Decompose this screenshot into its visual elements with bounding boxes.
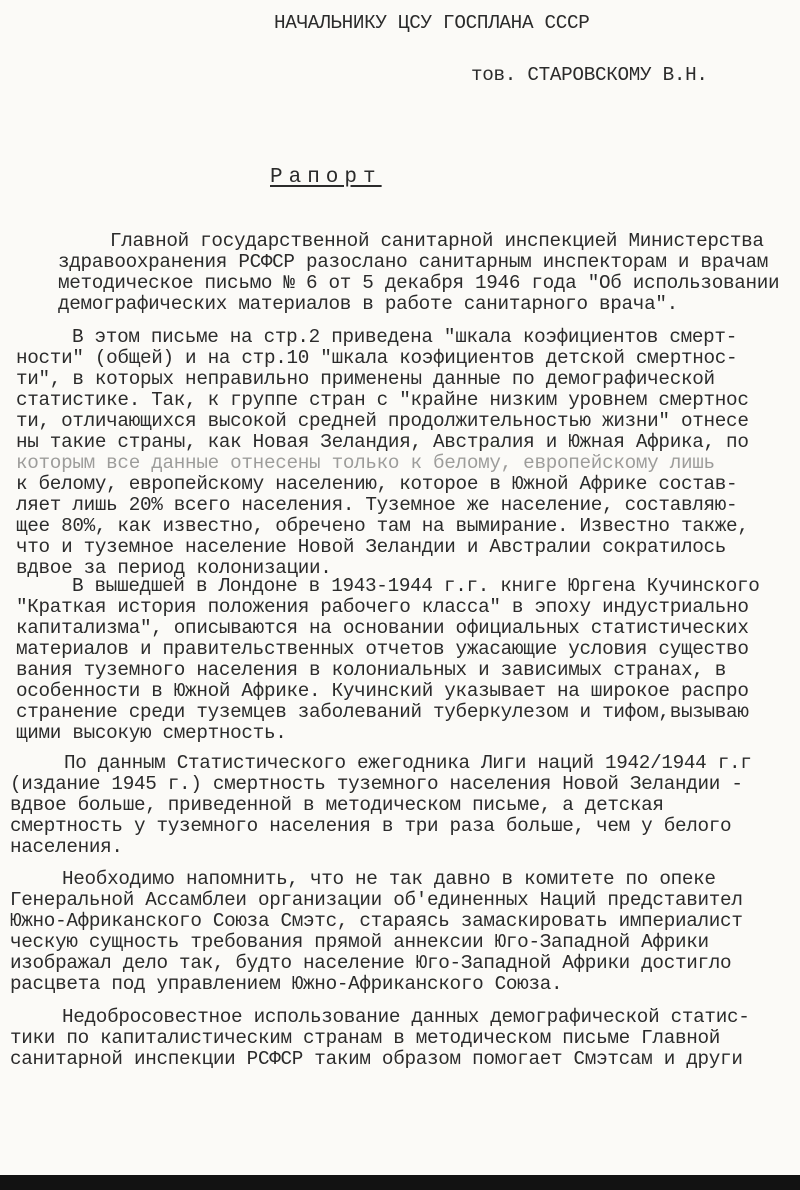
text-line: смертность у туземного населения в три раза больше, чем у белого [10,815,732,837]
text-line: населения. [10,836,123,858]
text-line: что и туземное население Новой Зеландии и Австралии сократилось [16,536,727,558]
text-line: щими высокую смертность. [16,722,287,744]
text-line: ческую сущность требования прямой аннексии Юго-Западной Африки [10,931,709,953]
document-title: Рапорт [270,166,382,189]
text-line: ны такие страны, как Новая Зеландия, Австралия и Южная Африка, по [16,431,749,453]
addressee-line: НАЧАЛЬНИКУ ЦСУ ГОСПЛАНА СССР [274,12,590,34]
text-line: материалов и правительственных отчетов ужасающие условия существо [16,638,749,660]
text-line: здравоохранения РСФСР разослано санитарным инспекторам и врачам [58,251,769,273]
text-line: Южно-Африканского Союза Смэтс, стараясь замаскировать империалист [10,910,743,932]
text-line: изображал дело так, будто население Юго-Западной Африки достигло [10,952,732,974]
text-line: По данным Статистического ежегодника Лиги наций 1942/1944 г.г [64,752,752,774]
text-line: Главной государственной санитарной инспекцией Министерства [110,230,764,252]
text-line: методическое письмо № 6 от 5 декабря 1946 года "Об использовании [58,272,780,294]
recipient-line: тов. СТАРОВСКОМУ В.Н. [471,64,708,86]
text-line: демографических материалов в работе санитарного врача". [58,293,678,315]
text-line: (издание 1945 г.) смертность туземного населения Новой Зеландии - [10,773,743,795]
text-line: вдвое больше, приведенной в методическом письме, а детская [10,794,664,816]
text-line: Генеральной Ассамблеи организации об'единенных Наций представител [10,889,743,911]
text-line: "Краткая история положения рабочего класса" в эпоху индустриально [16,596,749,618]
text-line: В вышедшей в Лондоне в 1943-1944 г.г. книге Юргена Кучинского [72,575,760,597]
text-line: ти", в которых неправильно применены данные по демографической [16,368,715,390]
text-line: статистике. Так, к группе стран с "крайне низким уровнем смертнос [16,389,749,411]
text-line: ности" (общей) и на стр.10 "шкала коэфициентов детской смертнос- [16,347,738,369]
text-line: расцвета под управлением Южно-Африканского Союза. [10,973,563,995]
scan-bottom-border [0,1175,800,1190]
text-line: которым все данные отнесены только к белому, европейскому лишь [16,452,715,474]
text-line: санитарной инспекции РСФСР таким образом помогает Смэтсам и други [10,1048,743,1070]
text-line: Необходимо напомнить, что не так давно в комитете по опеке [62,868,716,890]
text-line: Недобросовестное использование данных демографической статис- [62,1006,750,1028]
text-line: ляет лишь 20% всего населения. Туземное же население, составляю- [16,494,738,516]
text-line: ти, отличающихся высокой средней продолжительностью жизни" отнесе [16,410,749,432]
text-line: особенности в Южной Африке. Кучинский указывает на широкое распро [16,680,749,702]
text-line: щее 80%, как известно, обречено там на вымирание. Известно также, [16,515,749,537]
text-line: капитализма", описываются на основании официальных статистических [16,617,749,639]
text-line: тики по капиталистическим странам в методическом письме Главной [10,1027,721,1049]
text-line: вдвое за период колонизации. [16,557,332,579]
text-line: В этом письме на стр.2 приведена "шкала коэфициентов смерт- [72,326,737,348]
text-line: вания туземного населения в колониальных и зависимых странах, в [16,659,727,681]
text-line: странение среди туземцев заболеваний туберкулезом и тифом,вызываю [16,701,749,723]
text-line: к белому, европейскому населению, которое в Южной Африке состав- [16,473,738,495]
